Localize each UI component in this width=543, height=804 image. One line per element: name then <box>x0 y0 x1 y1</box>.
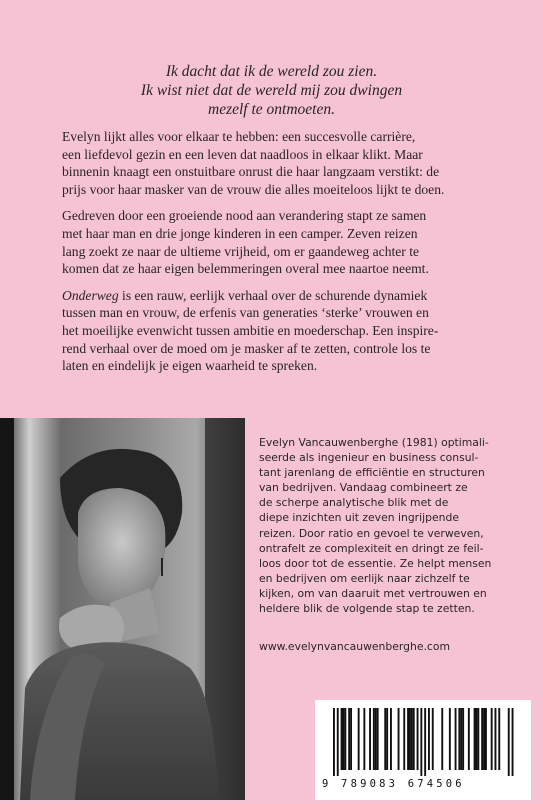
barcode-bar <box>343 708 345 770</box>
barcode-bar <box>420 708 422 776</box>
blurb-text: is een rauw, eerlijk verhaal over de schurende dynamiek <box>118 287 428 303</box>
bio-line: seerde als ingenieur en business consul- <box>259 451 479 465</box>
blurb-line: Gedreven door een groeiende nood aan verandering stapt ze samen <box>62 208 427 224</box>
blurb-line: prijs voor haar masker van de vrouw die alles moeiteloos lijkt te doen. <box>62 181 445 197</box>
barcode-bar <box>390 708 392 770</box>
barcode-bar <box>384 708 386 770</box>
barcode-bar <box>462 708 464 770</box>
barcode-bar <box>460 708 462 770</box>
barcode-bar <box>341 708 343 770</box>
barcode-bar <box>363 708 365 770</box>
blurb-line: Evelyn lijkt alles voor elkaar te hebben: een succesvolle carrière, <box>62 129 416 144</box>
blurb-line <box>62 287 487 305</box>
author-bio <box>259 435 499 616</box>
barcode-bar <box>375 708 377 770</box>
barcode-bar <box>474 708 476 770</box>
blurb-line: met haar man en drie jonge kinderen in een camper. Zeven reizen <box>62 225 418 241</box>
isbn-number: 9 789083 674506 <box>322 778 465 790</box>
blurb-line: het moeilijke evenwicht tussen ambitie en moederschap. Een inspire- <box>62 322 439 338</box>
bio-line: en bedrijven om eerlijk naar zichzelf te <box>259 571 470 585</box>
barcode-bar <box>358 708 360 770</box>
barcode-bar <box>344 708 346 770</box>
blurb-line: een liefdevol gezin en een leven dat naadloos in elkaar klikt. Maar <box>62 146 423 162</box>
barcode-bar <box>458 708 460 770</box>
barcode-bar <box>417 708 419 770</box>
barcode-bar <box>350 708 352 770</box>
quote-line: Ik wist niet dat de wereld mij zou dwingen <box>140 82 403 99</box>
bio-line: reizen. Door ratio en gevoel te verweven, <box>259 526 484 540</box>
barcode-bar <box>403 708 405 770</box>
blurb-line: tussen man en vrouw, de erfenis van generaties ‘sterke’ vrouwen en <box>62 305 429 321</box>
bio-line: heldere blik de volgende stap te zetten. <box>259 602 475 616</box>
blurb-paragraph-2 <box>62 207 487 277</box>
barcode-bar <box>441 708 443 770</box>
blurb-line: komen dat ze haar eigen belemmeringen overal mee naartoe neemt. <box>62 261 429 277</box>
barcode-bar <box>413 708 415 770</box>
author-photo <box>0 418 245 800</box>
bio-line: kijken, om van daaruit met vertrouwen en <box>259 586 487 600</box>
barcode-bar <box>483 708 485 770</box>
barcode-bar <box>491 708 493 770</box>
blurb <box>62 128 487 384</box>
author-portrait-image <box>0 418 245 800</box>
barcode-bar <box>481 708 483 770</box>
quote-line: Ik dacht dat ik de wereld zou zien. <box>165 63 378 80</box>
book-title: Onderweg <box>62 287 119 303</box>
bio-line: diepe inzichten uit zeven ingrijpende <box>259 511 459 525</box>
bio-line: tant jarenlang de efficiëntie en structuren <box>259 466 485 480</box>
barcode-bar <box>369 708 371 770</box>
bio-line: ontrafelt ze complexiteit en dringt ze feil- <box>259 541 484 555</box>
back-cover-quote <box>60 62 483 119</box>
barcode-bar <box>468 708 470 770</box>
barcode-bar <box>476 708 478 770</box>
blurb-line: laten en eindelijk je eigen waarheid te spreken. <box>62 358 318 374</box>
barcode-bar <box>424 708 426 776</box>
barcode-bar <box>495 708 497 770</box>
barcode-bar <box>455 708 457 770</box>
barcode-bar <box>508 708 510 776</box>
barcode-bar <box>512 708 514 776</box>
barcode-bar <box>477 708 479 770</box>
bio-line: de scherpe analytische blik met de <box>259 496 449 510</box>
blurb-line: lang zoekt ze naar de ultieme vrijheid, om er gaandeweg achter te <box>62 243 420 259</box>
quote-line: mezelf te ontmoeten. <box>208 101 335 118</box>
barcode-bar <box>373 708 375 770</box>
bio-line: Evelyn Vancauwenberghe (1981) optimali- <box>259 436 489 449</box>
author-website[interactable]: www.evelynvancauwenberghe.com <box>259 640 450 653</box>
barcode-bar <box>333 708 335 776</box>
barcode-bar <box>428 708 430 770</box>
barcode-bar <box>409 708 411 770</box>
barcode-bar <box>407 708 409 770</box>
barcode-bar <box>337 708 339 776</box>
blurb-paragraph-1 <box>62 128 487 198</box>
blurb-line: rend verhaal over de moed om je masker af te zetten, controle los te <box>62 340 431 356</box>
blurb-line: binnenin knaagt een onstuitbare onrust die haar langzaam verstikt: de <box>62 164 440 180</box>
barcode-bar <box>348 708 350 770</box>
barcode-bar <box>377 708 379 770</box>
bio-line: loos door tot de essentie. Ze helpt mensen <box>259 556 492 570</box>
barcode-bar <box>411 708 413 770</box>
barcode-bar <box>449 708 451 770</box>
barcode-bar <box>498 708 500 770</box>
barcode-bar <box>386 708 388 770</box>
barcode-bar <box>485 708 487 770</box>
blurb-paragraph-3 <box>62 287 487 375</box>
bio-line: van bedrijven. Vandaag combineert ze <box>259 481 468 495</box>
barcode-bar <box>432 708 434 770</box>
barcode-bar <box>398 708 400 770</box>
